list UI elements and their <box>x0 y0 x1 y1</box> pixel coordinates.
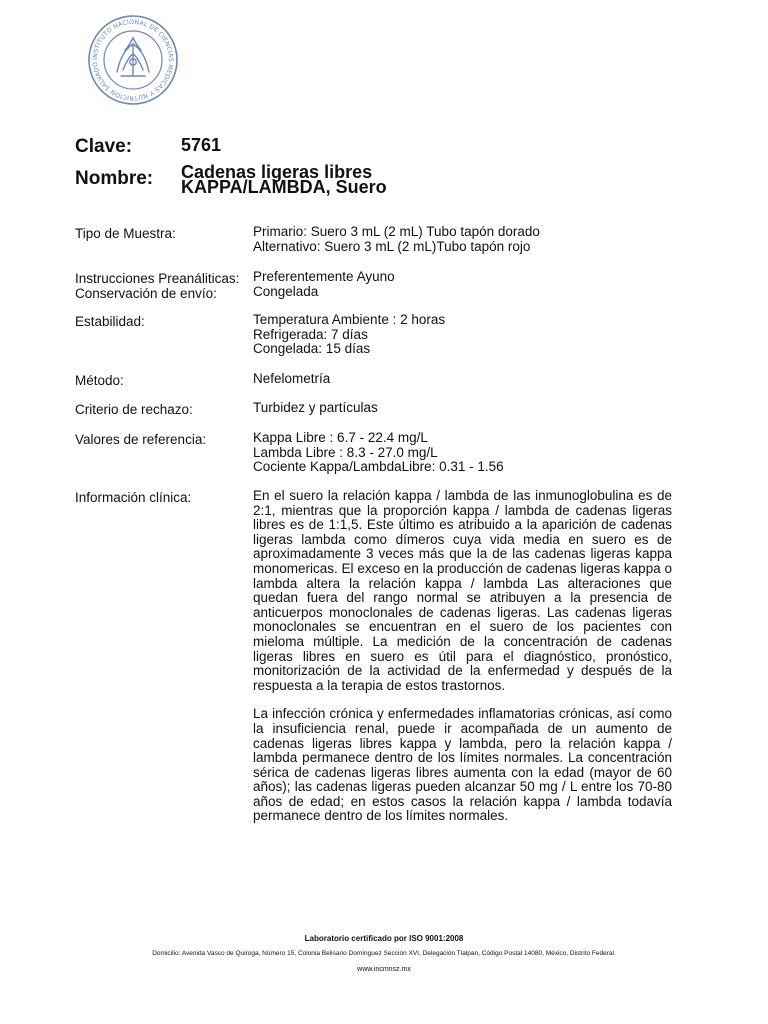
metodo-label: Método: <box>75 373 124 388</box>
nombre-line-1: Cadenas ligeras libres <box>181 162 373 182</box>
estabilidad-line: Temperatura Ambiente : 2 horas <box>253 312 446 327</box>
conservacion-row <box>75 285 675 302</box>
tipo-muestra-label: Tipo de Muestra: <box>75 226 176 241</box>
tipo-muestra-line: Alternativo: Suero 3 mL (2 mL)Tubo tapón rojo <box>253 238 531 254</box>
footer-certification: Laboratorio certificado por ISO 9001:2008 <box>304 934 464 943</box>
valores-label: Valores de referencia: <box>75 432 207 447</box>
estabilidad-label: Estabilidad: <box>75 314 145 329</box>
instrucciones-value: Preferentemente Ayuno <box>253 269 395 284</box>
metodo-row <box>75 372 675 389</box>
estabilidad-value <box>253 313 672 357</box>
valores-line: Kappa Libre : 6.7 - 22.4 mg/L <box>253 430 428 445</box>
nombre-label: Nombre: <box>75 168 154 189</box>
metodo-value: Nefelometría <box>253 371 331 386</box>
clave-row <box>75 135 675 163</box>
nombre-value <box>181 163 387 195</box>
tipo-muestra-value <box>253 225 672 254</box>
nombre-row <box>75 163 675 195</box>
valores-line: Lambda Libre : 8.3 - 27.0 mg/L <box>253 444 438 460</box>
criterio-label: Criterio de rechazo: <box>75 402 193 417</box>
conservacion-label: Conservación de envío: <box>75 286 217 301</box>
informacion-label: Información clínica: <box>75 490 192 505</box>
tipo-muestra-row <box>75 225 675 254</box>
document-header <box>75 135 675 195</box>
footer-website: www.incmnsz.mx <box>357 966 411 973</box>
clave-value: 5761 <box>181 135 222 155</box>
valores-line: Cociente Kappa/LambdaLibre: 0.31 - 1.56 <box>253 459 504 475</box>
instrucciones-label: Instrucciones Preanáliticas: <box>75 271 240 286</box>
institution-seal-logo <box>87 14 179 106</box>
informacion-value <box>253 489 672 824</box>
tipo-muestra-line: Primario: Suero 3 mL (2 mL) Tubo tapón dorado <box>253 224 540 239</box>
estabilidad-row <box>75 313 675 357</box>
estabilidad-line: Congelada: 15 días <box>253 341 371 357</box>
svg-text:INSTITUTO NACIONAL DE CIENCIAS: INSTITUTO NACIONAL DE CIENCIAS MEDICAS Y NUTRICION SALVADO <box>91 18 175 102</box>
clave-label: Clave: <box>75 136 133 157</box>
informacion-row <box>75 489 675 824</box>
valores-value <box>253 431 672 475</box>
criterio-value: Turbidez y partículas <box>253 400 378 415</box>
criterio-row <box>75 401 675 418</box>
footer-address: Domicilio: Avenida Vasco de Quiroga, Número 15, Colonia Belisario Domínguez Sección XVI, Delegación Tlalpan, Código Postal 14080, México, Distrito Federal. <box>152 950 616 957</box>
informacion-paragraph: La infección crónica y enfermedades inflamatorias crónicas, así como la insuficiencia renal, puede ir acompañada de un aumento de cadenas ligeras libres kappa y lambda, pero la relación kappa / lambda permanece dentro de los límites normales. La concentración sérica de cadenas ligeras libres aumenta con la edad (mayor de 60 años); las cadenas ligeras pueden alcanzar 50 mg / L entre los 70-80 años de edad; en estos casos la relación kappa / lambda todavía permanece dentro de los límites normales. <box>253 706 672 824</box>
conservacion-value: Congelada <box>253 284 319 299</box>
valores-row <box>75 431 675 475</box>
informacion-paragraph: En el suero la relación kappa / lambda de las inmunoglobulina es de 2:1, mientras que la proporción kappa / lambda de cadenas ligeras libres es de 1:1,5. Este último es atribuido a la aparición de cadenas ligeras lambda como dímeros cuya vida media en suero es de aproximadamente 3 veces más que la de las cadenas ligeras kappa monomericas. El exceso en la producción de cadenas ligeras kappa o lambda altera la relación kappa / lambda Las alteraciones que quedan fuera del rango normal se atribuyen a la presencia de anticuerpos monoclonales de cadenas ligeras. Las cadenas ligeras monoclonales se encuentran en el suero de los pacientes con mieloma múltiple. La medición de la concentración de cadenas ligeras libres en suero es útil para el diagnóstico, pronóstico, monitorización de la actividad de la enfermedad y después de la respuesta a la terapia de estos trastornos. <box>253 488 672 693</box>
estabilidad-line: Refrigerada: 7 días <box>253 326 368 342</box>
nombre-line-2: KAPPA/LAMBDA, Suero <box>181 177 387 197</box>
